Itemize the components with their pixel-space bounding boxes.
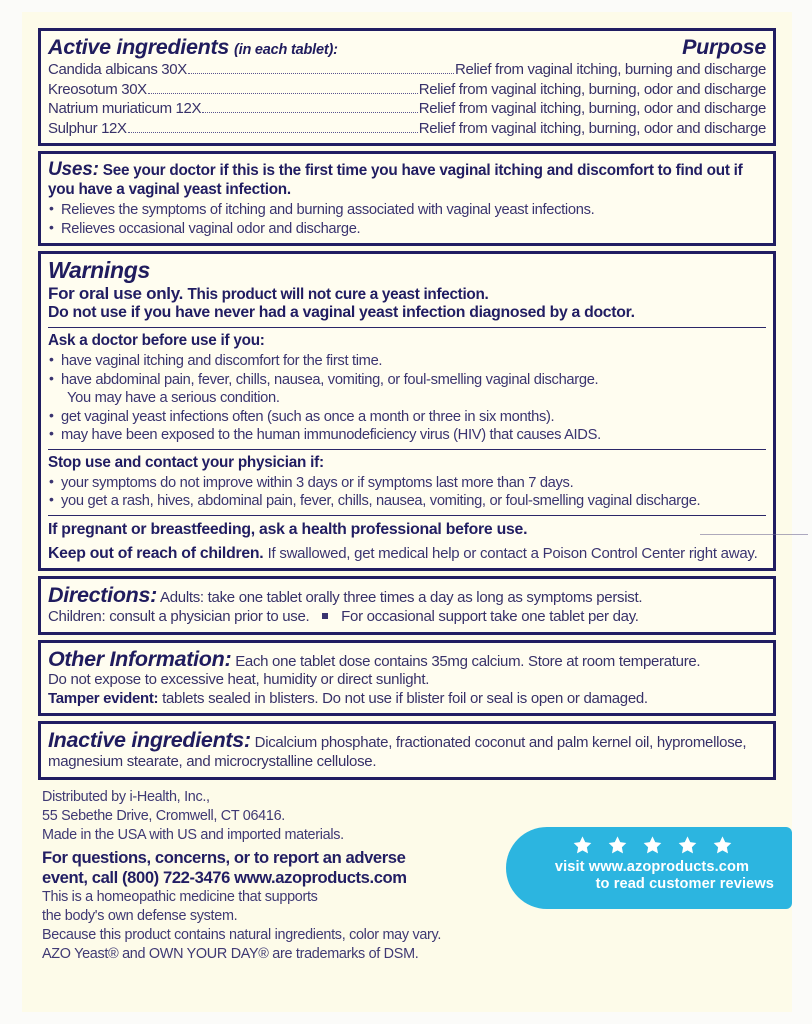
- tamper-evident-paragraph: [48, 690, 766, 709]
- children-warning-lead: Keep out of reach of children.: [48, 544, 264, 562]
- ingredient-name: Candida albicans 30X: [48, 61, 187, 78]
- stop-use-heading: Stop use and contact your physician if:: [48, 453, 324, 471]
- directions-adults-text: Adults: take one tablet orally three times a day as long as symptoms persist.: [160, 589, 643, 607]
- uses-intro-text: See your doctor if this is the first time you have vaginal itching and discomfort to find out if you have a vaginal yeast infection.: [48, 162, 743, 199]
- ingredient-purpose: Relief from vaginal itching, burning, odor and discharge: [418, 80, 766, 98]
- list-item: [48, 474, 766, 493]
- ask-doctor-bullet-text: have abdominal pain, fever, chills, nausea, vomiting, or foul-smelling vaginal discharge.: [61, 371, 599, 388]
- dot-leader: [188, 71, 454, 74]
- active-ingredients-section: [38, 28, 776, 146]
- children-warning-rest: If swallowed, get medical help or contact a Poison Control Center right away.: [267, 544, 758, 562]
- contact-line-1: For questions, concerns, or to report an adverse: [42, 848, 406, 868]
- pregnancy-warning: If pregnant or breastfeeding, ask a health professional before use.: [48, 520, 528, 538]
- badge-line-1: visit www.azoproducts.com: [554, 858, 750, 875]
- distributor-line: Distributed by i-Health, Inc.,: [42, 788, 210, 805]
- list-item: [48, 201, 766, 220]
- uses-section: [38, 151, 776, 246]
- scan-artifact-line: [700, 534, 808, 535]
- dot-leader: [148, 91, 418, 94]
- tamper-evident-rest: tablets sealed in blisters. Do not use if blister foil or seal is open or damaged.: [162, 689, 648, 707]
- inactive-ingredients-heading: Inactive ingredients:: [48, 728, 251, 753]
- active-ingredient-row: [48, 119, 766, 139]
- dot-leader: [202, 110, 418, 113]
- children-warning-paragraph: [48, 544, 766, 563]
- inactive-ingredients-paragraph: [48, 728, 766, 771]
- ask-doctor-bullet-list: [48, 352, 766, 445]
- oral-use-paragraph: [48, 284, 766, 304]
- active-ingredient-row: [48, 80, 766, 100]
- trademarks-line: AZO Yeast® and OWN YOUR DAY® are trademarks of DSM.: [42, 946, 419, 963]
- ask-doctor-bullet-text: get vaginal yeast infections often (such as once a month or three in six months).: [61, 408, 555, 425]
- uses-bullet-text: Relieves the symptoms of itching and burning associated with vaginal yeast infections.: [61, 202, 595, 219]
- ask-doctor-bullet-text: may have been exposed to the human immunodeficiency virus (HIV) that causes AIDS.: [61, 427, 601, 444]
- ask-doctor-bullet-continuation: You may have a serious condition.: [67, 390, 280, 407]
- ingredient-name: Kreosotum 30X: [48, 80, 147, 98]
- inactive-ingredients-section: [38, 721, 776, 779]
- drug-facts-label: [38, 28, 776, 964]
- warnings-divider: [48, 515, 766, 516]
- warnings-divider: [48, 327, 766, 328]
- made-in-line: Made in the USA with US and imported materials.: [42, 826, 344, 843]
- badge-line-2: to read customer reviews: [595, 876, 774, 893]
- ingredient-purpose: Relief from vaginal itching, burning, odor and discharge: [418, 119, 766, 137]
- warnings-section: [38, 251, 776, 571]
- contact-line-2: event, call (800) 722-3476 www.azoproducts.com: [42, 867, 407, 887]
- active-ingredient-row: [48, 60, 766, 80]
- ingredient-name: Natrium muriaticum 12X: [48, 100, 202, 117]
- uses-bullet-list: [48, 201, 766, 238]
- directions-section: [38, 576, 776, 634]
- tamper-evident-lead: Tamper evident:: [48, 689, 159, 707]
- stop-use-bullet-list: [48, 474, 766, 511]
- label-canvas: [22, 12, 792, 1012]
- color-vary-line: Because this product contains natural ingredients, color may vary.: [42, 927, 442, 944]
- active-ingredients-heading-group: [48, 35, 338, 59]
- oral-use-lead: For oral use only.: [48, 283, 184, 303]
- other-info-line1-paragraph: [48, 647, 766, 672]
- ingredient-purpose: Relief from vaginal itching, burning, odor and discharge: [418, 100, 766, 117]
- other-info-line1: Each one tablet dose contains 35mg calcium. Store at room temperature.: [235, 652, 701, 670]
- ingredient-purpose: Relief from vaginal itching, burning and discharge: [454, 61, 766, 78]
- warnings-divider: [48, 449, 766, 450]
- active-ingredients-header-row: [48, 35, 766, 60]
- homeopathic-line-1: This is a homeopathic medicine that supports: [42, 888, 318, 905]
- homeopathic-line-2: the body's own defense system.: [42, 907, 238, 924]
- directions-children-text: Children: consult a physician prior to use.: [48, 607, 310, 625]
- stop-use-bullet-text: you get a rash, hives, abdominal pain, fever, chills, nausea, vomiting, or foul-smelling vaginal discharge.: [61, 493, 701, 510]
- list-item: [48, 408, 766, 427]
- ingredient-name: Sulphur 12X: [48, 119, 127, 137]
- inactive-ingredients-text: Dicalcium phosphate, fractionated coconut and palm kernel oil, hypromellose, magnesium stearate, and microcrystalline cellulose.: [48, 734, 747, 770]
- ask-doctor-heading: Ask a doctor before use if you:: [48, 332, 265, 350]
- footer-text-block: [42, 788, 774, 965]
- active-ingredients-heading-note: (in each tablet):: [233, 42, 338, 58]
- list-item: [48, 220, 766, 239]
- label-footer: [38, 786, 776, 965]
- distributor-address: 55 Sebethe Drive, Cromwell, CT 06416.: [42, 807, 285, 824]
- warnings-heading: Warnings: [48, 257, 150, 284]
- square-bullet-separator: [322, 613, 328, 619]
- purpose-column-heading: Purpose: [682, 35, 766, 59]
- directions-heading: Directions:: [48, 583, 157, 608]
- do-not-use-text: Do not use if you have never had a vaginal yeast infection diagnosed by a doctor.: [48, 304, 635, 322]
- list-item: [48, 371, 766, 408]
- uses-bullet-text: Relieves occasional vaginal odor and discharge.: [61, 220, 361, 237]
- other-information-heading: Other Information:: [48, 646, 232, 671]
- active-ingredients-heading: Active ingredients: [48, 35, 229, 59]
- list-item: [48, 352, 766, 371]
- stop-use-bullet-text: your symptoms do not improve within 3 days or if symptoms last more than 7 days.: [61, 474, 574, 491]
- list-item: [48, 492, 766, 511]
- directions-children-paragraph: [48, 608, 766, 627]
- ask-doctor-bullet-text: have vaginal itching and discomfort for the first time.: [61, 353, 383, 370]
- uses-heading: Uses:: [48, 159, 99, 180]
- directions-occasional-text: For occasional support take one tablet per day.: [341, 607, 639, 625]
- other-information-section: [38, 640, 776, 717]
- oral-use-rest: This product will not cure a yeast infection.: [187, 285, 489, 303]
- directions-adults-paragraph: [48, 583, 766, 608]
- list-item: [48, 426, 766, 445]
- other-info-line2: Do not expose to excessive heat, humidity or direct sunlight.: [48, 671, 430, 689]
- active-ingredient-row: [48, 99, 766, 119]
- uses-paragraph: [48, 158, 766, 200]
- dot-leader: [128, 130, 418, 133]
